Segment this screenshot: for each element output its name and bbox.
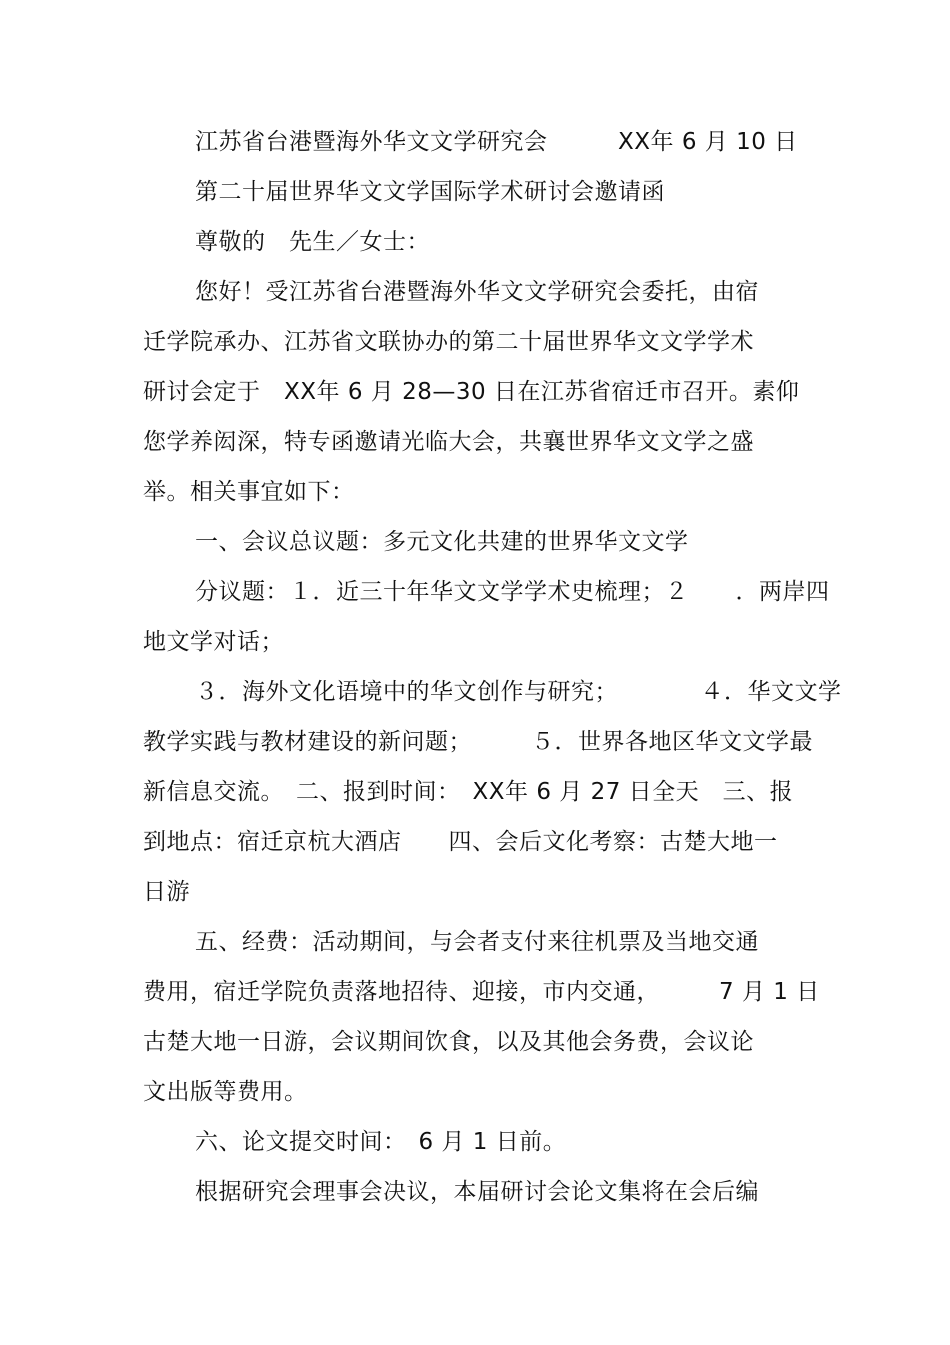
- text-line: 第二十届世界华文文学国际学术研讨会邀请函: [195, 179, 665, 205]
- text-line: 您学养闳深，特专函邀请光临大会，共襄世界华文文学之盛: [143, 429, 754, 455]
- text-line: 六、论文提交时间： 6 月 1 日前。: [195, 1129, 567, 1155]
- text-line: 举。相关事宜如下：: [143, 479, 355, 505]
- text-line: 分议题：１．近三十年华文文学学术史梳理；２ ．两岸四: [195, 579, 830, 605]
- text-line: 迁学院承办、江苏省文联协办的第二十届世界华文文学学术: [143, 329, 754, 355]
- text-line: 到地点：宿迁京杭大酒店 四、会后文化考察：古楚大地一: [143, 829, 778, 855]
- text-line: 根据研究会理事会决议，本届研讨会论文集将在会后编: [195, 1179, 759, 1205]
- text-line: 文出版等费用。: [143, 1079, 308, 1105]
- text-line: 江苏省台港暨海外华文文学研究会 XX年 6 月 10 日: [195, 129, 798, 155]
- text-line: 研讨会定于 XX年 6 月 28—30 日在江苏省宿迁市召开。素仰: [143, 379, 800, 405]
- text-line: 地文学对话；: [143, 629, 284, 655]
- text-line: 新信息交流。 二、报到时间： XX年 6 月 27 日全天 三、报: [143, 779, 794, 805]
- text-line: 日游: [143, 879, 190, 905]
- text-line: 一、会议总议题：多元文化共建的世界华文文学: [195, 529, 689, 555]
- text-line: 尊敬的 先生／女士：: [195, 229, 430, 255]
- text-line: ３．海外文化语境中的华文创作与研究； ４．华文文学: [195, 679, 842, 705]
- text-line: 费用，宿迁学院负责落地招待、迎接，市内交通， 7 月 1 日: [143, 979, 820, 1005]
- text-line: 教学实践与教材建设的新问题； ５．世界各地区华文文学最: [143, 729, 813, 755]
- text-line: 您好！受江苏省台港暨海外华文文学研究会委托，由宿: [195, 279, 759, 305]
- text-line: 五、经费：活动期间，与会者支付来往机票及当地交通: [195, 929, 759, 955]
- text-line: 古楚大地一日游，会议期间饮食，以及其他会务费，会议论: [143, 1029, 754, 1055]
